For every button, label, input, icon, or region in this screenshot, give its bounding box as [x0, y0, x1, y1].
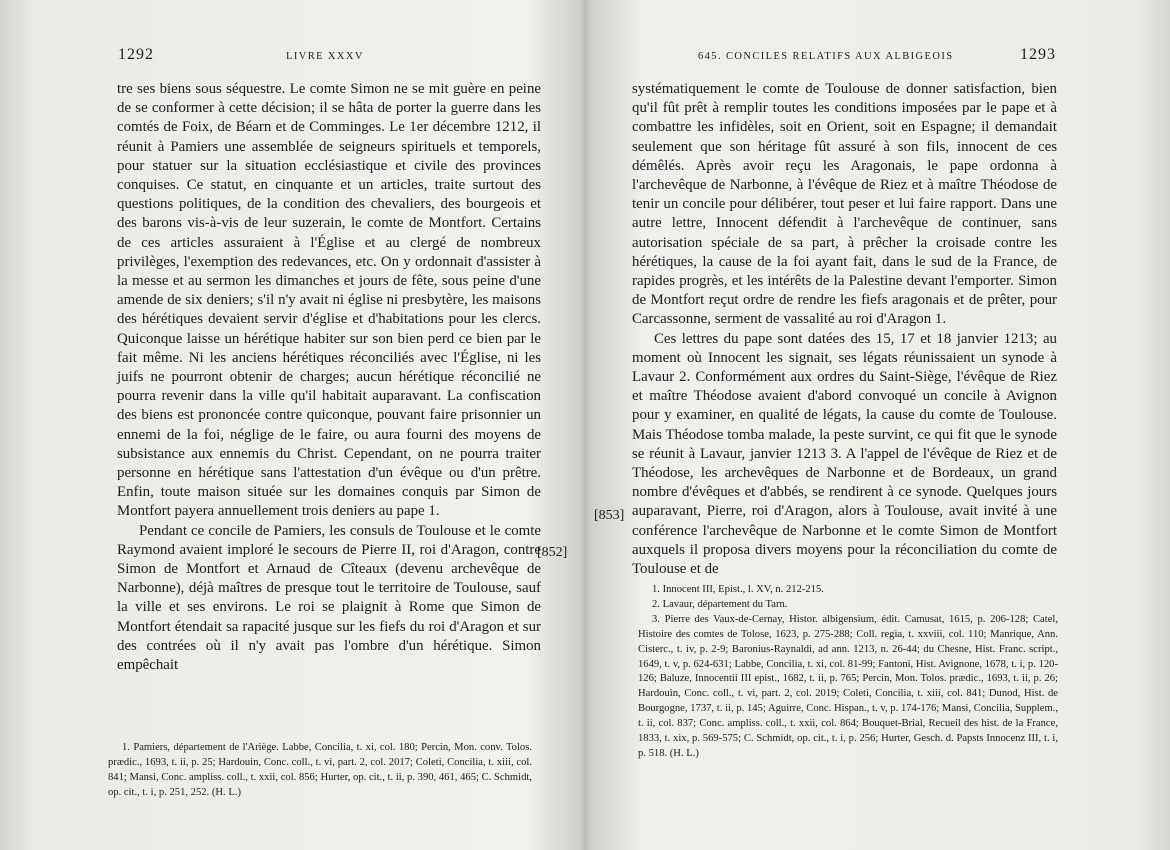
right-body-text [632, 80, 1057, 579]
right-footnote-2: 2. Lavaur, département du Tarn. [652, 598, 788, 610]
right-footnote-3: 3. Pierre des Vaux-de-Cernay, Histor. albigensium, édit. Camusat, 1615, p. 206-128; Catel, Histoire des comtes de Tolose, 1623, p. 275-288; Coll. regia, t. xxviii, col. 110; Manrique, Ann. Cisterc., t. iv, p. 2-9; Baronius-Raynaldi, ad ann. 1213, n. 26-44; du Chesne, Hist. Franc. script., 1649, t. v, p. 624-631; Labbe, Concilia, t. xi, col. 81-99; Fantoni, Hist. Avignone, 1678, t. i, p. 120-126; Baluze, Innocentii III epist., 1682, t. ii, p. 765; Percin, Mon. Tolos. prædic., 1693, t. ii, p. 26; Hardouin, Conc. coll., t. vi, part. 2, col. 2019; Coleti, Concilia, t. xiii, col. 841; Dunod, Hist. de Bourgogne, 1737, t. ii, p. 145; Aguirre, Conc. Hispan., t. v, p. 174-176; Mansi, Concilia, Supplem., t. ii, col. 837; Conc. ampliss. coll., t. xxii, col. 864; Bouquet-Brial, Recueil des hist. de la France, 1833, t. xix, p. 569-575; C. Schmidt, op. cit., t. i, p. 256; Hurter, Gesch. d. Papsts Innocenz III, t. i, p. 518. (H. L.) [638, 613, 1058, 759]
left-paragraph-1: tre ses biens sous séquestre. Le comte Simon ne se mit guère en peine de se conformer à cette décision; il se hâta de porter la guerre dans les comtés de Foix, de Béarn et de Comminges. Le 1er décembre 1212, il réunit à Pamiers une assemblée de seigneurs spirituels et temporels, pour statuer sur la situation ecclésiastique et civile des provinces conquises. Ce statut, en cinquante et un articles, traite surtout des questions politiques, de la condition des chevaliers, des bourgeois et des barons vis-à-vis de leur suzerain, le comte de Montfort. Certains de ces articles assuraient à l'Église et au clergé de nombreux privilèges, l'exemption des redevances, etc. On y ordonnait d'assister à la messe et au sermon les dimanches et jours de fête, sous peine d'une amende de six deniers; s'il n'y avait ni église ni presbytère, les maisons des hérétiques devaient servir d'église et d'habitations pour les clercs. Quiconque laisse un hérétique habiter sur son bien perd ce bien par le fait même. Ni les anciens hérétiques réconciliés avec l'Église, ni les juifs ne pourront obtenir de charges; aucun hérétique réconcilié ne pourra revenir dans la ville qu'il habitait auparavant. La confiscation des biens est prononcée contre quiconque, pouvant faire prisonnier un ennemi de la foi, néglige de le faire, ou aura fourni des moyens de subsistance aux ennemis du Christ. Cependant, on ne pourra traiter personne en hérétique sans l'attestation d'un évêque ou d'un prêtre. Enfin, toute maison située sur les domaines conquis par Simon de Montfort payera annuellement trois deniers au pape 1. [117, 81, 541, 520]
left-footnotes [108, 741, 532, 801]
left-footnote-1: 1. Pamiers, département de l'Ariège. Labbe, Concilia, t. xi, col. 180; Percin, Mon. conv. Tolos. prædic., 1693, t. ii, p. 25; Hardouin, Conc. coll., t. vi, part. 2, col. 2017; Coleti, Concilia, t. xiii, col. 841; Mansi, Conc. ampliss. coll., t. xxii, col. 856; Hurter, op. cit., t. ii, p. 390, 461, 465; C. Schmidt, op. cit., t. i, p. 251, 252. (H. L.) [108, 742, 532, 798]
right-running-head: 645. CONCILES RELATIFS AUX ALBIGEOIS [698, 51, 954, 62]
right-page [585, 0, 1170, 850]
left-paragraph-2: Pendant ce concile de Pamiers, les consuls de Toulouse et le comte Raymond avaient imploré le secours de Pierre II, roi d'Aragon, contre Simon de Montfort et Arnaud de Cîteaux (devenu archevêque de Narbonne), déjà maîtres de presque tout le territoire de Toulouse, sauf la ville et ses environs. Le roi se plaignit à Rome que Simon de Montfort étendait sa rapacité jusque sur les fiefs du roi d'Aragon et sur des contrées où il n'y avait pas l'ombre d'un hérétique. Simon empêchait [117, 522, 541, 674]
left-page-number: 1292 [118, 46, 154, 63]
right-footnotes [638, 583, 1058, 762]
left-body-text [117, 80, 541, 675]
left-running-head: LIVRE XXXV [286, 51, 364, 62]
right-paragraph-2: Ces lettres du pape sont datées des 15, 17 et 18 janvier 1213; au moment où Innocent les signait, ses légats réunissaient un synode à Lavaur 2. Conformément aux ordres du Saint-Siège, l'évêque de Riez et maître Théodose avaient d'abord convoqué un concile à Avignon pour y examiner, en qualité de légats, la cause du comte de Toulouse. Mais Théodose tomba malade, la peste survint, ce qui fit que le synode se réunit à Lavaur, janvier 1213 3. A l'appel de l'évêque de Riez et de Théodose, les archevêques de Narbonne et de Bordeaux, un grand nombre d'évêques et d'abbés, se rendirent à ce synode. Quelques jours auparavant, Pierre, roi d'Aragon, alors à Toulouse, avait invité à une conférence l'archevêque de Narbonne et le comte Simon de Montfort auxquels il proposa divers moyens pour la réconciliation du comte de Toulouse et de [632, 330, 1057, 578]
right-paragraph-1: systématiquement le comte de Toulouse de donner satisfaction, bien qu'il fût prêt à remplir toutes les conditions imposées par le pape et à combattre les infidèles, soit en Orient, soit en Espagne; il demandait seulement que son héritage fût assuré à son fils, innocent de ces démêlés. Après avoir reçu les Aragonais, le pape ordonna à l'archevêque de Narbonne, à l'évêque de Riez et à maître Théodose de tenir un concile pour délibérer, tout peser et lui faire rapport. Dans une autre lettre, Innocent défendit à l'archevêque de continuer, sans autorisation spéciale de sa part, à prêcher la croisade contre les hérétiques, la cause de la foi ayant fait, dans le sud de la France, de rapides progrès, et les intérêts de la Palestine devant l'emporter. Simon de Montfort reçut ordre de rendre les fiefs aragonais et de prêter, pour Carcassonne, serment de vassalité au roi d'Aragon 1. [632, 81, 1057, 328]
right-margin-reference: [853] [594, 508, 625, 523]
right-page-number: 1293 [1020, 46, 1056, 63]
right-page-header [632, 46, 1056, 73]
right-footnote-1: 1. Innocent III, Epist., l. XV, n. 212-215. [652, 584, 824, 595]
left-margin-reference: [852] [537, 545, 568, 560]
left-page-header [118, 46, 542, 73]
